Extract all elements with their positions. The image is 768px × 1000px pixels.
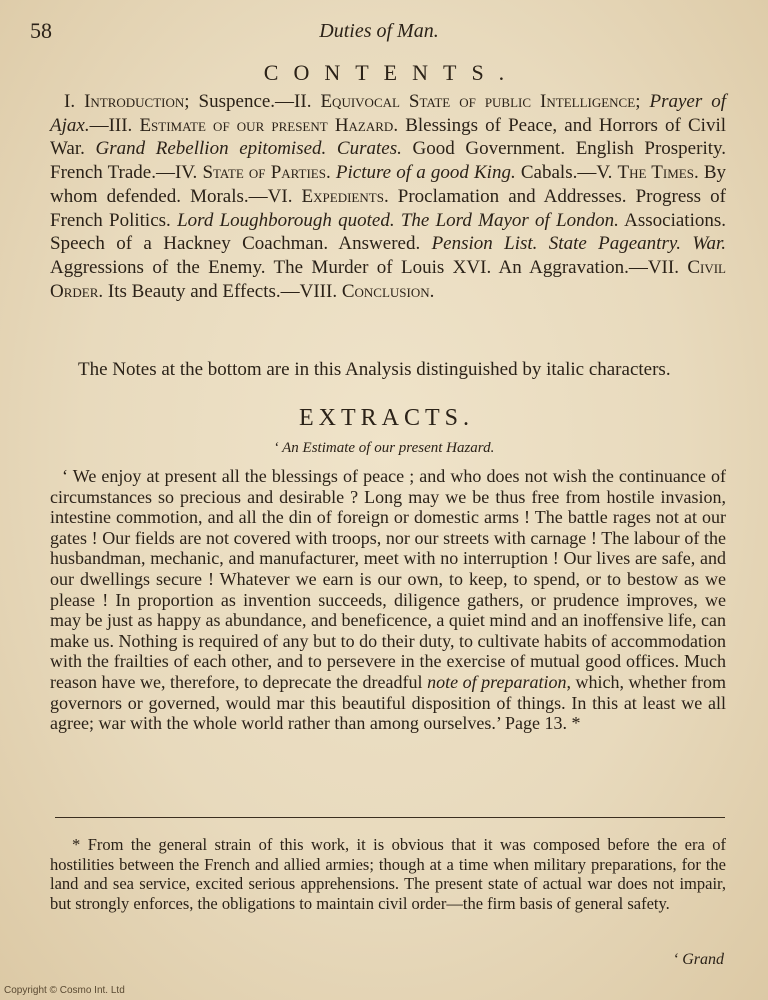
contents-segment: The Times: [617, 162, 694, 184]
extract-segment: note of preparation: [427, 671, 567, 692]
catchword: ‘ Grand: [672, 951, 724, 968]
page-number: 58: [30, 18, 52, 43]
contents-segment: State of Parties: [202, 162, 326, 184]
contents-segment: Associations. Speech of a Hackney Coachman. Answered.: [50, 209, 726, 255]
contents-segment: Prayer of Ajax.: [50, 91, 726, 136]
contents-segment: Grand Rebellion epitomised.: [95, 138, 327, 160]
contents-segment: Expedients: [301, 185, 384, 207]
contents-segment: Good Government. English Prosperity. French Trade.—IV.: [50, 138, 727, 184]
contents-segment: Civil Order: [50, 256, 726, 302]
contents-segment: Curates.: [336, 138, 402, 160]
running-title: Duties of Man.: [319, 20, 439, 42]
footnote-divider: [55, 817, 725, 818]
contents-segment: . Proclamation and Addresses. Progress of French Politics.: [50, 185, 726, 231]
contents-segment: .: [429, 280, 435, 302]
contents-paragraph: [50, 90, 726, 303]
contents-segment: Equivocal State of public Intelligence: [320, 91, 636, 112]
contents-segment: Pension List. State Pageantry. War.: [431, 233, 726, 255]
contents-segment: Conclusion: [341, 280, 430, 302]
contents-segment: . By whom defended. Morals.—VI.: [50, 162, 727, 207]
notes-statement: The Notes at the bottom are in this Analysis distinguished by italic characters.: [78, 359, 671, 380]
page-header: [30, 14, 728, 54]
extract-segment: , which, whether from governors or governed, would mar this beautiful disposition of things. In this at least we all agree; war with the whole world rather than among ourselves.’ Page 13. *: [50, 671, 727, 734]
extract-paragraph: [50, 466, 726, 734]
contents-segment: .: [325, 162, 336, 184]
contents-segment: ; Suspence.—II.: [184, 91, 321, 112]
contents-segment: . Blessings of Peace, and Horrors of Civil War.: [50, 114, 727, 160]
contents-segment: Aggressions of the Enemy. The Murder of Louis XVI. An Aggravation.—VII.: [50, 256, 688, 278]
footnote: * From the general strain of this work, it is obvious that it was composed before the era of hostilities between the French and allied armies; though at a time when military preparations, for the land and sea service, excited serious apprehensions. The present state of actual war does not impair, but strongly enforces, the obligations to maintain civil order—the firm basis of general safety.: [50, 835, 726, 913]
extract-segment: ‘ We enjoy at present all the blessings of peace ; and who does not wish the continuance of circumstances so precious and desirable ? Long may we be thus free from hostile invasion, intestine commotion, and all the din of foreign or domestic arms ! The battle rages not at our gates ! Our fields are not covered with troops, nor our streets with carnage ! The labour of the husbandman, mechanic, and manufacturer, meet with no interruption ! Our lives are safe, and our dwellings secure ! Whatever we earn is our own, to keep, to spend, or to bestow as we please ! In proportion as invention succeeds, diligence gathers, or prudence improves, we may be just as happy as abundance, and beneficence, a quiet mind and an inoffensive life, can make us. Nothing is required of any but to do their duty, to cultivate habits of accommodation with the frailties of each other, and to persevere in the exercise of mutual good offices. Much reason have we, therefore, to deprecate the dreadful: [50, 466, 726, 692]
contents-segment: Lord Loughborough quoted. The Lord Mayor of London.: [177, 209, 619, 231]
extract-subheading: ‘ An Estimate of our present Hazard.: [273, 440, 495, 456]
contents-segment: I. Introduction: [64, 91, 185, 112]
extracts-heading: EXTRACTS.: [298, 405, 474, 431]
contents-segment: —III.: [89, 114, 140, 136]
contents-segment: Picture of a good King.: [335, 162, 516, 184]
contents-segment: . Its Beauty and Effects.—VIII.: [98, 280, 342, 302]
contents-segment: ;: [635, 91, 650, 112]
contents-segment: Cabals.—V.: [515, 162, 618, 184]
contents-segment: [326, 138, 337, 159]
contents-heading: CONTENTS.: [263, 60, 520, 85]
contents-segment: Estimate of our present Hazard: [139, 114, 394, 136]
copyright-watermark: Copyright © Cosmo Int. Ltd: [4, 985, 125, 996]
